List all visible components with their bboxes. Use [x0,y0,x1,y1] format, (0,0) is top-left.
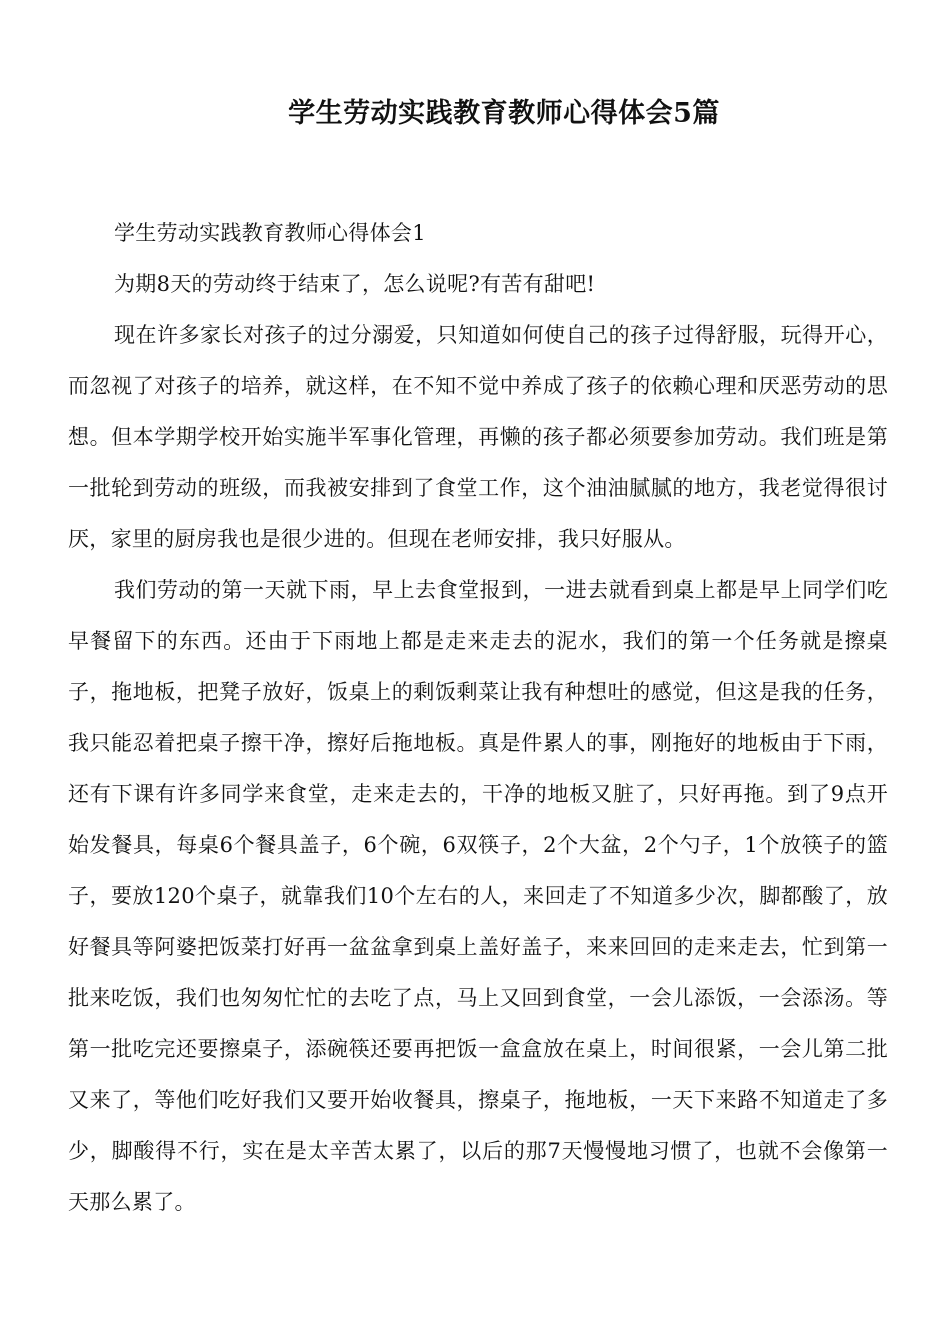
section-heading: 学生劳动实践教育教师心得体会1 [114,221,426,245]
document-title: 学生劳动实践教育教师心得体会5篇 [288,98,720,129]
paragraph: 我们劳动的第一天就下雨，早上去食堂报到，一进去就看到桌上都是早上同学们吃早餐留下的东西。还由于下雨地上都是走来走去的泥水，我们的第一个任务就是擦桌子，拖地板，把凳子放好，饭桌上的剩饭剩菜让我有种想吐的感觉，但这是我的任务，我只能忍着把桌子擦干净，擦好后拖地板。真是件累人的事，刚拖好的地板由于下雨，还有下课有许多同学来食堂，走来走去的，干净的地板又脏了，只好再拖。到了9点开始发餐具，每桌6个餐具盖子，6个碗，6双筷子，2个大盆，2个勺子，1个放筷子的篮子，要放120个桌子，就靠我们10个左右的人，来回走了不知道多少次，脚都酸了，放好餐具等阿婆把饭菜打好再一盆盆拿到桌上盖好盖子，来来回回的走来走去，忙到第一批来吃饭，我们也匆匆忙忙的去吃了点，马上又回到食堂，一会儿添饭，一会添汤。等第一批吃完还要擦桌子，添碗筷还要再把饭一盒盒放在桌上，时间很紧，一会儿第二批又来了，等他们吃好我们又要开始收餐具，擦桌子，拖地板，一天下来路不知道走了多少，脚酸得不行，实在是太辛苦太累了，以后的那7天慢慢地习惯了，也就不会像第一天那么累了。 [68,578,888,1214]
paragraph: 现在许多家长对孩子的过分溺爱，只知道如何使自己的孩子过得舒服，玩得开心，而忽视了对孩子的培养，就这样，在不知不觉中养成了孩子的依赖心理和厌恶劳动的思想。但本学期学校开始实施半军事化管理，再懒的孩子都必须要参加劳动。我们班是第一批轮到劳动的班级，而我被安排到了食堂工作，这个油油腻腻的地方，我老觉得很讨厌，家里的厨房我也是很少进的。但现在老师安排，我只好服从。 [68,323,888,551]
document-body [68,208,888,1228]
paragraph: 为期8天的劳动终于结束了，怎么说呢?有苦有甜吧! [114,272,596,296]
